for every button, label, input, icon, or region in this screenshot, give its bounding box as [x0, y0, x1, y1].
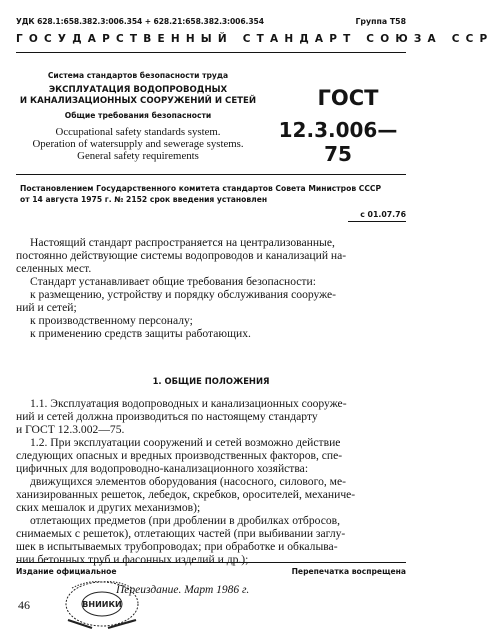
- gost-label: ГОСТ: [317, 86, 379, 110]
- state-standard-heading: ГОСУДАРСТВЕННЫЙ СТАНДАРТ СОЮЗА ССР: [16, 33, 493, 45]
- section-heading: 1. ОБЩИЕ ПОЛОЖЕНИЯ: [152, 376, 270, 386]
- standard-subtitle: Общие требования безопасности: [64, 111, 212, 120]
- section-line: ний и сетей должна производиться по настоящему стандарту: [16, 410, 318, 423]
- intro-line: Настоящий стандарт распространяется на централизованные,: [30, 236, 335, 249]
- section-line: и ГОСТ 12.3.002—75.: [16, 423, 125, 436]
- english-title-line-1: Occupational safety standards system.: [55, 126, 221, 138]
- reprint-prohibited-label: Перепечатка воспрещена: [291, 567, 406, 576]
- effective-date-underline: [348, 221, 406, 222]
- intro-line: к производственному персоналу;: [30, 314, 193, 327]
- english-title-line-2: Operation of watersupply and sewerage systems.: [32, 138, 244, 150]
- intro-line: селенных мест.: [16, 262, 92, 275]
- header-rule: [16, 52, 406, 53]
- standard-title-line-2: И КАНАЛИЗАЦИОННЫХ СООРУЖЕНИЙ И СЕТЕЙ: [19, 96, 257, 106]
- section-line: шек в испытываемых трубопроводах; при обработке и обкалыва-: [16, 540, 338, 553]
- effective-date: с 01.07.76: [360, 210, 406, 219]
- gost-number: 12.3.006—75: [278, 118, 398, 166]
- footer-rule: [16, 562, 406, 563]
- udc-code: УДК 628.1:658.382.3:006.354 + 628.21:658.382.3:006.354: [16, 17, 264, 26]
- section-line: следующих опасных и вредных производственных факторов, спе-: [16, 449, 343, 462]
- svg-text:ВНИИКИ: ВНИИКИ: [82, 600, 122, 609]
- group-code: Группа Т58: [355, 17, 406, 26]
- intro-line: ний и сетей;: [16, 301, 77, 314]
- decree-line-1: Постановлением Государственного комитета стандартов Совета Министров СССР: [20, 184, 382, 193]
- page-number: 46: [18, 598, 30, 612]
- intro-line: к применению средств защиты работающих.: [30, 327, 251, 340]
- section-line: 1.1. Эксплуатация водопроводных и канализационных сооруже-: [30, 397, 347, 410]
- title-rule: [16, 174, 406, 175]
- section-line: нии бетонных труб и фасонных изделий и др.);: [16, 553, 249, 566]
- reedition-note: Переиздание. Март 1986 г.: [116, 584, 250, 596]
- intro-line: Стандарт устанавливает общие требования безопасности:: [30, 275, 316, 288]
- section-line: 1.2. При эксплуатации сооружений и сетей возможно действие: [30, 436, 341, 449]
- section-line: движущихся элементов оборудования (насосного, силового, ме-: [30, 475, 347, 488]
- decree-line-2: от 14 августа 1975 г. № 2152 срок введения установлен: [20, 195, 268, 204]
- section-line: цифичных для водопроводно-канализационного хозяйства:: [16, 462, 309, 475]
- intro-line: к размещению, устройству и порядку обслуживания сооруже-: [30, 288, 337, 301]
- intro-line: постоянно действующие системы водопроводов и канализаций на-: [16, 249, 347, 262]
- section-line: отлетающих предметов (при дроблении в дробилках отбросов,: [30, 514, 341, 527]
- section-line: ханизированных решеток, лебедок, скребков, оросителей, механиче-: [16, 488, 356, 501]
- section-line: ских мешалок и других механизмов);: [16, 501, 201, 514]
- standards-system-label: Система стандартов безопасности труда: [47, 71, 229, 80]
- english-title-line-3: General safety requirements: [77, 150, 199, 162]
- official-edition-label: Издание официальное: [16, 567, 117, 576]
- section-line: снимаемых с решеток), отлетающих частей (при выбивании заглу-: [16, 527, 346, 540]
- standard-title-line-1: ЭКСПЛУАТАЦИЯ ВОДОПРОВОДНЫХ: [48, 85, 228, 95]
